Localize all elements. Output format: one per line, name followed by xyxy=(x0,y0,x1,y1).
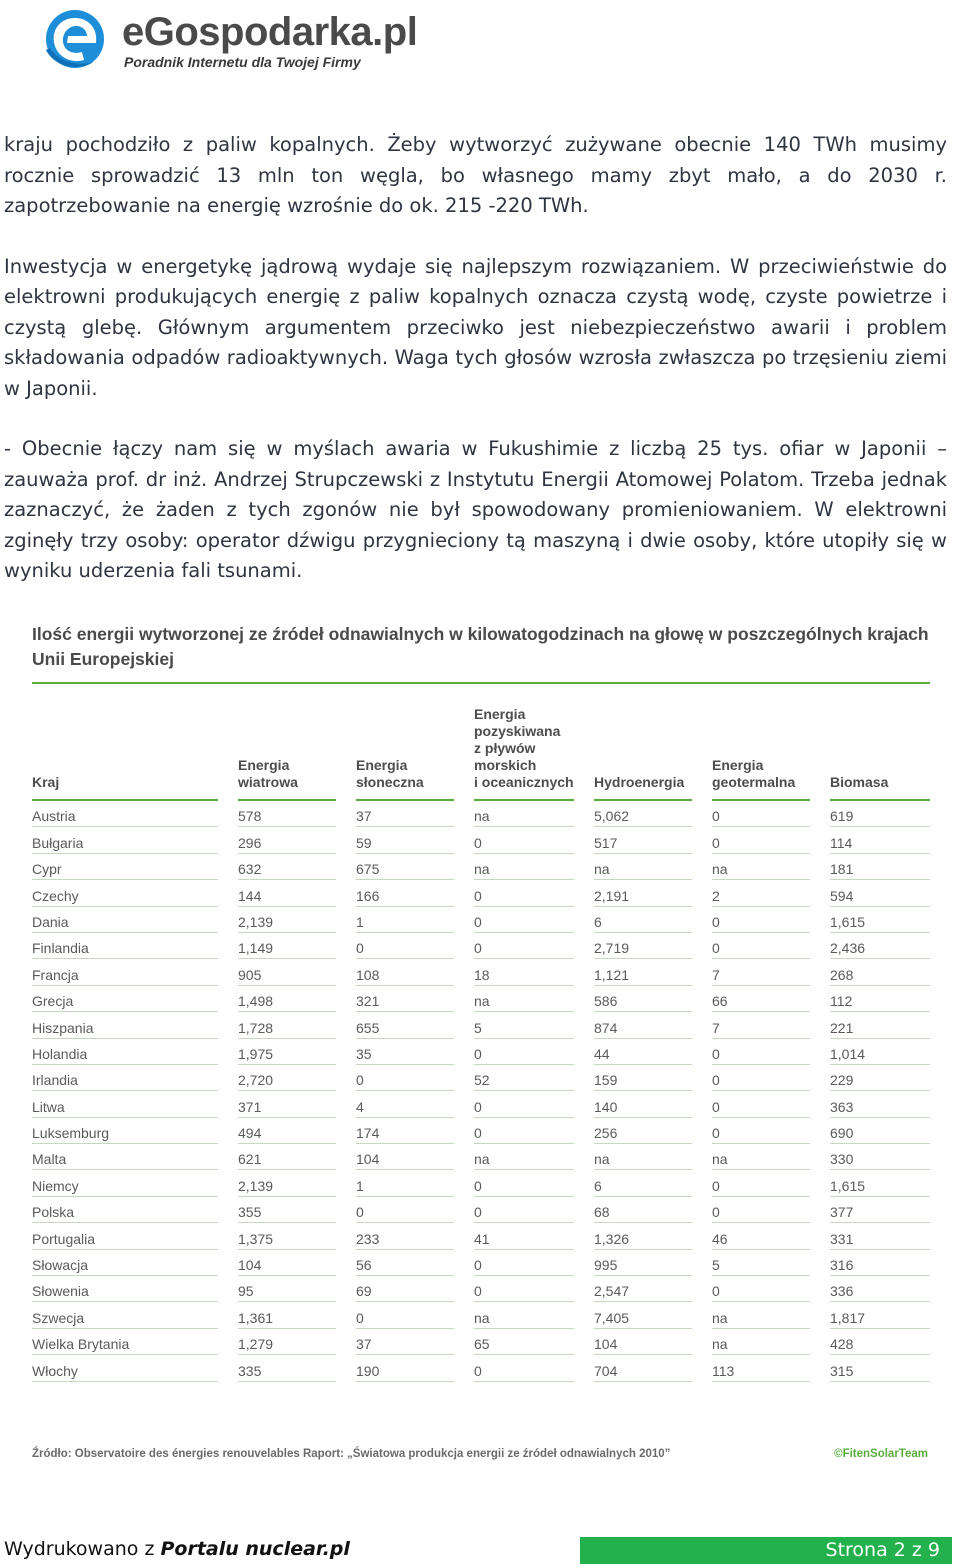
cell-country: Cypr xyxy=(32,854,218,880)
cell-solar: 174 xyxy=(356,1118,454,1144)
cell-country: Niemcy xyxy=(32,1170,218,1196)
cell-solar: 321 xyxy=(356,986,454,1012)
cell-geothermal: 0 xyxy=(712,1276,810,1302)
cell-solar: 69 xyxy=(356,1276,454,1302)
page-number: Strona 2 z 9 xyxy=(825,1539,940,1561)
figure-copyright: ©FitenSolarTeam xyxy=(834,1448,928,1460)
table-row xyxy=(32,1197,930,1223)
cell-biomass: 377 xyxy=(830,1197,930,1223)
cell-tidal: 0 xyxy=(474,1170,574,1196)
cell-country: Grecja xyxy=(32,986,218,1012)
column-header-biomass: Biomasa xyxy=(830,706,930,801)
cell-tidal: 0 xyxy=(474,880,574,906)
cell-wind: 1,498 xyxy=(238,986,336,1012)
table-row xyxy=(32,1039,930,1065)
cell-country: Hiszpania xyxy=(32,1012,218,1038)
cell-wind: 1,975 xyxy=(238,1039,336,1065)
cell-biomass: 2,436 xyxy=(830,933,930,959)
cell-tidal: 41 xyxy=(474,1223,574,1249)
cell-wind: 621 xyxy=(238,1144,336,1170)
cell-tidal: na xyxy=(474,986,574,1012)
cell-hydro: 159 xyxy=(594,1065,692,1091)
cell-geothermal: 0 xyxy=(712,827,810,853)
cell-country: Słowenia xyxy=(32,1276,218,1302)
cell-tidal: 52 xyxy=(474,1065,574,1091)
column-header-solar: Energia słoneczna xyxy=(356,706,454,801)
cell-country: Dania xyxy=(32,907,218,933)
cell-country: Litwa xyxy=(32,1091,218,1117)
cell-hydro: na xyxy=(594,854,692,880)
egospodarka-logo-icon xyxy=(42,6,108,72)
cell-geothermal: na xyxy=(712,1329,810,1355)
cell-wind: 371 xyxy=(238,1091,336,1117)
cell-solar: 35 xyxy=(356,1039,454,1065)
site-logo[interactable] xyxy=(42,6,462,72)
cell-biomass: 331 xyxy=(830,1223,930,1249)
table-row xyxy=(32,1223,930,1249)
cell-geothermal: 7 xyxy=(712,959,810,985)
cell-biomass: 594 xyxy=(830,880,930,906)
column-header-country: Kraj xyxy=(32,706,218,801)
brand-tagline: Poradnik Internetu dla Twojej Firmy xyxy=(124,54,361,70)
cell-hydro: 586 xyxy=(594,986,692,1012)
cell-geothermal: 7 xyxy=(712,1012,810,1038)
cell-geothermal: 0 xyxy=(712,801,810,827)
print-prefix: Wydrukowano z xyxy=(4,1538,161,1560)
figure-divider xyxy=(32,682,930,684)
cell-tidal: 0 xyxy=(474,1039,574,1065)
cell-solar: 104 xyxy=(356,1144,454,1170)
cell-hydro: 6 xyxy=(594,907,692,933)
cell-geothermal: 46 xyxy=(712,1223,810,1249)
cell-tidal: 0 xyxy=(474,1276,574,1302)
column-header-geothermal: Energia geotermalna xyxy=(712,706,810,801)
article-body xyxy=(4,130,947,617)
brand-name: eGospodarka.pl xyxy=(122,10,418,54)
cell-tidal: na xyxy=(474,854,574,880)
cell-solar: 37 xyxy=(356,1329,454,1355)
cell-biomass: 428 xyxy=(830,1329,930,1355)
cell-country: Finlandia xyxy=(32,933,218,959)
cell-hydro: 256 xyxy=(594,1118,692,1144)
cell-wind: 1,279 xyxy=(238,1329,336,1355)
cell-country: Irlandia xyxy=(32,1065,218,1091)
cell-wind: 2,720 xyxy=(238,1065,336,1091)
cell-tidal: na xyxy=(474,1302,574,1328)
cell-solar: 37 xyxy=(356,801,454,827)
table-row xyxy=(32,1170,930,1196)
cell-geothermal: 113 xyxy=(712,1355,810,1381)
table-header-row xyxy=(32,706,930,801)
cell-biomass: 1,615 xyxy=(830,1170,930,1196)
cell-geothermal: 0 xyxy=(712,933,810,959)
cell-wind: 104 xyxy=(238,1250,336,1276)
table-row xyxy=(32,827,930,853)
table-row xyxy=(32,854,930,880)
cell-biomass: 112 xyxy=(830,986,930,1012)
cell-biomass: 330 xyxy=(830,1144,930,1170)
cell-tidal: na xyxy=(474,801,574,827)
cell-hydro: 104 xyxy=(594,1329,692,1355)
portal-link[interactable]: Portalu nuclear.pl xyxy=(160,1538,350,1560)
cell-wind: 1,375 xyxy=(238,1223,336,1249)
cell-country: Portugalia xyxy=(32,1223,218,1249)
cell-solar: 0 xyxy=(356,1065,454,1091)
cell-geothermal: 0 xyxy=(712,1197,810,1223)
cell-country: Holandia xyxy=(32,1039,218,1065)
cell-biomass: 1,014 xyxy=(830,1039,930,1065)
cell-biomass: 336 xyxy=(830,1276,930,1302)
table-row xyxy=(32,1144,930,1170)
column-header-tidal: Energia pozyskiwana z pływów morskich i oceanicznych xyxy=(474,706,574,801)
table-row xyxy=(32,1065,930,1091)
table-row xyxy=(32,880,930,906)
cell-tidal: 0 xyxy=(474,1250,574,1276)
cell-country: Czechy xyxy=(32,880,218,906)
paragraph: - Obecnie łączy nam się w myślach awaria w Fukushimie z liczbą 25 tys. ofiar w Japonii – zauważa prof. dr inż. Andrzej Strupczewski z Instytutu Energii Atomowej Polatom. Trzeba jednak zaznaczyć, że żaden z tych zgonów nie był spowodowany promieniowaniem. W elektrowni zginęły trzy osoby: operator dźwigu przygnieciony tą maszyną i dwie osoby, które utopiły się w wyniku uderzenia fali tsunami. xyxy=(4,437,947,582)
cell-country: Malta xyxy=(32,1144,218,1170)
cell-tidal: 0 xyxy=(474,1091,574,1117)
figure-title: Ilość energii wytworzonej ze źródeł odnawialnych w kilowatogodzinach na głowę w poszczególnych krajach Unii Europejskiej xyxy=(32,624,929,669)
cell-hydro: 6 xyxy=(594,1170,692,1196)
cell-tidal: 0 xyxy=(474,933,574,959)
cell-tidal: 0 xyxy=(474,1355,574,1381)
table-row xyxy=(32,1118,930,1144)
page-indicator-bar xyxy=(580,1537,952,1564)
table-row xyxy=(32,1329,930,1355)
cell-hydro: 140 xyxy=(594,1091,692,1117)
cell-wind: 296 xyxy=(238,827,336,853)
cell-biomass: 181 xyxy=(830,854,930,880)
cell-solar: 675 xyxy=(356,854,454,880)
table-row xyxy=(32,1302,930,1328)
cell-biomass: 229 xyxy=(830,1065,930,1091)
cell-biomass: 619 xyxy=(830,801,930,827)
cell-country: Słowacja xyxy=(32,1250,218,1276)
cell-hydro: 2,191 xyxy=(594,880,692,906)
cell-hydro: 68 xyxy=(594,1197,692,1223)
cell-hydro: 2,547 xyxy=(594,1276,692,1302)
cell-geothermal: na xyxy=(712,1144,810,1170)
cell-country: Polska xyxy=(32,1197,218,1223)
figure-source: Źródło: Observatoire des énergies renouvelables Raport: „Światowa produkcja energii ze źródeł odnawialnych 2010” xyxy=(32,1448,671,1460)
cell-hydro: 704 xyxy=(594,1355,692,1381)
cell-wind: 578 xyxy=(238,801,336,827)
cell-solar: 233 xyxy=(356,1223,454,1249)
cell-hydro: 44 xyxy=(594,1039,692,1065)
cell-wind: 494 xyxy=(238,1118,336,1144)
table-row xyxy=(32,933,930,959)
table-row xyxy=(32,1276,930,1302)
cell-geothermal: na xyxy=(712,854,810,880)
table-row xyxy=(32,907,930,933)
cell-country: Włochy xyxy=(32,1355,218,1381)
cell-solar: 655 xyxy=(356,1012,454,1038)
cell-wind: 2,139 xyxy=(238,907,336,933)
cell-tidal: 65 xyxy=(474,1329,574,1355)
cell-solar: 0 xyxy=(356,1197,454,1223)
table-row xyxy=(32,959,930,985)
print-source xyxy=(4,1538,350,1560)
cell-solar: 1 xyxy=(356,907,454,933)
cell-tidal: 0 xyxy=(474,827,574,853)
cell-solar: 1 xyxy=(356,1170,454,1196)
cell-wind: 335 xyxy=(238,1355,336,1381)
cell-hydro: 1,121 xyxy=(594,959,692,985)
cell-geothermal: 66 xyxy=(712,986,810,1012)
paragraph: kraju pochodziło z paliw kopalnych. Żeby wytworzyć zużywane obecnie 140 TWh musimy rocznie sprowadzić 13 mln ton węgla, bo własnego mamy zbyt mało, a do 2030 r. zapotrzebowanie na energię wzrośnie do ok. 215 -220 TWh. xyxy=(4,133,947,217)
cell-tidal: na xyxy=(474,1144,574,1170)
cell-wind: 1,361 xyxy=(238,1302,336,1328)
cell-hydro: 7,405 xyxy=(594,1302,692,1328)
cell-geothermal: 0 xyxy=(712,1170,810,1196)
cell-tidal: 0 xyxy=(474,1197,574,1223)
cell-country: Francja xyxy=(32,959,218,985)
cell-biomass: 1,615 xyxy=(830,907,930,933)
cell-hydro: 874 xyxy=(594,1012,692,1038)
paragraph: Inwestycja w energetykę jądrową wydaje się najlepszym rozwiązaniem. W przeciwieństwie do elektrowni produkujących energię z paliw kopalnych oznacza czystą wodę, czyste powietrze i czystą glebę. Głównym argumentem przeciwko jest niebezpieczeństwo awarii i problem składowania odpadów radioaktywnych. Waga tych głosów wzrosła zwłaszcza po trzęsieniu ziemi w Japonii. xyxy=(4,254,947,400)
cell-tidal: 0 xyxy=(474,1118,574,1144)
cell-geothermal: 0 xyxy=(712,1065,810,1091)
table-row xyxy=(32,801,930,827)
cell-tidal: 0 xyxy=(474,907,574,933)
cell-country: Austria xyxy=(32,801,218,827)
cell-wind: 355 xyxy=(238,1197,336,1223)
cell-hydro: 2,719 xyxy=(594,933,692,959)
cell-biomass: 268 xyxy=(830,959,930,985)
cell-wind: 1,728 xyxy=(238,1012,336,1038)
cell-tidal: 18 xyxy=(474,959,574,985)
cell-hydro: 5,062 xyxy=(594,801,692,827)
cell-wind: 632 xyxy=(238,854,336,880)
cell-solar: 108 xyxy=(356,959,454,985)
cell-hydro: 995 xyxy=(594,1250,692,1276)
cell-hydro: na xyxy=(594,1144,692,1170)
cell-geothermal: 0 xyxy=(712,1091,810,1117)
cell-biomass: 1,817 xyxy=(830,1302,930,1328)
cell-solar: 0 xyxy=(356,1302,454,1328)
cell-biomass: 316 xyxy=(830,1250,930,1276)
cell-hydro: 517 xyxy=(594,827,692,853)
cell-biomass: 315 xyxy=(830,1355,930,1381)
cell-country: Luksemburg xyxy=(32,1118,218,1144)
cell-geothermal: 5 xyxy=(712,1250,810,1276)
cell-biomass: 363 xyxy=(830,1091,930,1117)
cell-wind: 95 xyxy=(238,1276,336,1302)
cell-solar: 0 xyxy=(356,933,454,959)
cell-country: Bułgaria xyxy=(32,827,218,853)
renewable-energy-table xyxy=(32,706,930,1382)
cell-wind: 144 xyxy=(238,880,336,906)
cell-tidal: 5 xyxy=(474,1012,574,1038)
table-row xyxy=(32,986,930,1012)
cell-solar: 4 xyxy=(356,1091,454,1117)
cell-solar: 166 xyxy=(356,880,454,906)
cell-geothermal: 0 xyxy=(712,907,810,933)
cell-country: Szwecja xyxy=(32,1302,218,1328)
cell-solar: 59 xyxy=(356,827,454,853)
cell-biomass: 221 xyxy=(830,1012,930,1038)
table-row xyxy=(32,1012,930,1038)
cell-biomass: 114 xyxy=(830,827,930,853)
cell-solar: 56 xyxy=(356,1250,454,1276)
cell-solar: 190 xyxy=(356,1355,454,1381)
cell-wind: 2,139 xyxy=(238,1170,336,1196)
cell-biomass: 690 xyxy=(830,1118,930,1144)
cell-country: Wielka Brytania xyxy=(32,1329,218,1355)
table-row xyxy=(32,1355,930,1381)
cell-geothermal: 0 xyxy=(712,1039,810,1065)
cell-geothermal: 0 xyxy=(712,1118,810,1144)
cell-wind: 1,149 xyxy=(238,933,336,959)
column-header-wind: Energia wiatrowa xyxy=(238,706,336,801)
column-header-hydro: Hydroenergia xyxy=(594,706,692,801)
renewable-energy-figure xyxy=(32,622,930,1470)
cell-wind: 905 xyxy=(238,959,336,985)
cell-geothermal: na xyxy=(712,1302,810,1328)
cell-geothermal: 2 xyxy=(712,880,810,906)
cell-hydro: 1,326 xyxy=(594,1223,692,1249)
table-row xyxy=(32,1091,930,1117)
table-row xyxy=(32,1250,930,1276)
